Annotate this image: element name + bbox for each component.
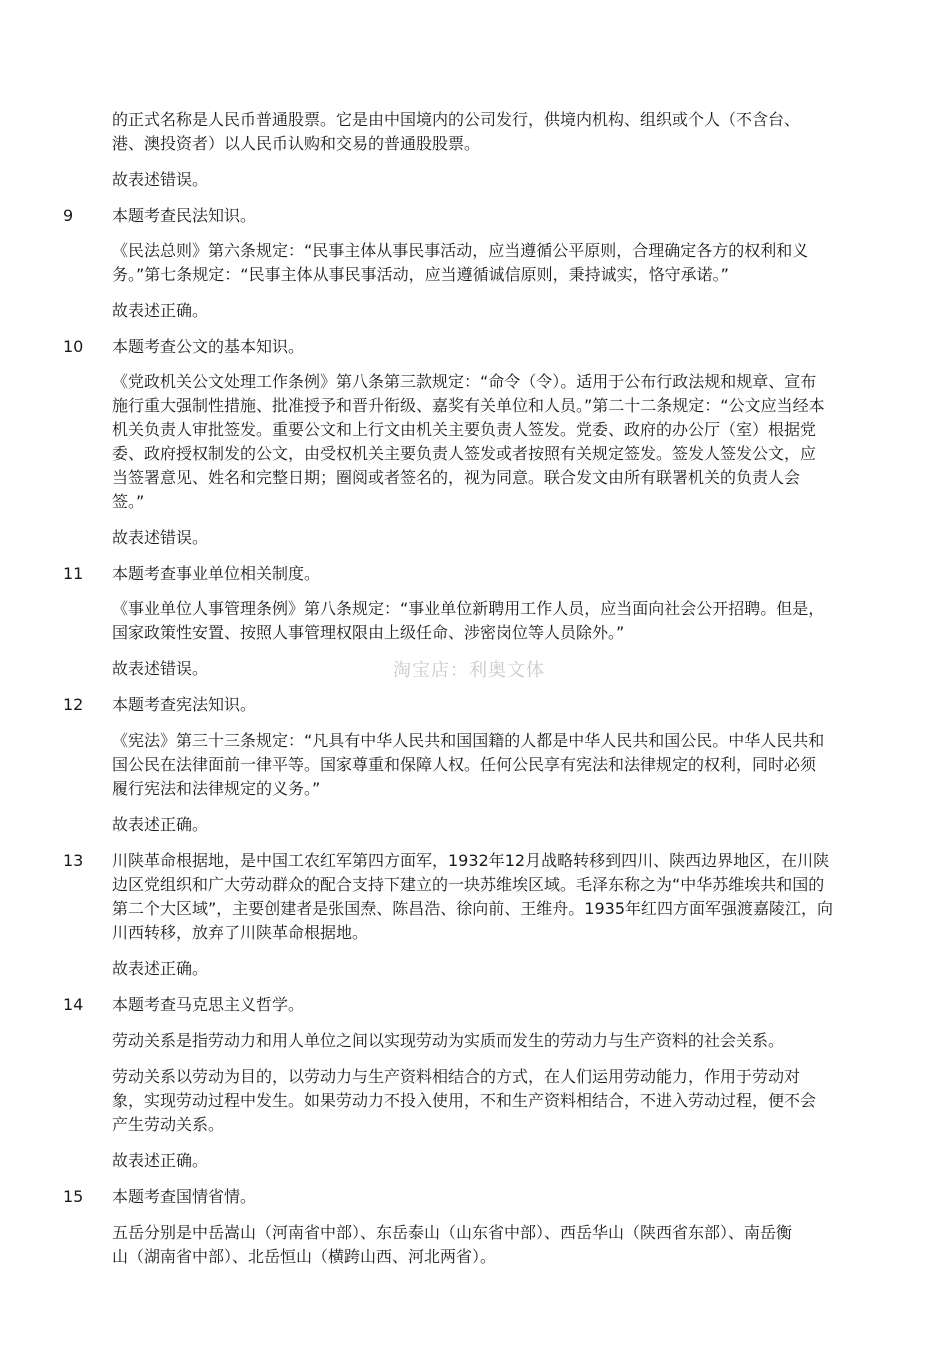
text-line: 本题考查国情省情。 [112, 1187, 257, 1206]
text-line: 《民法总则》第六条规定：“民事主体从事民事活动，应当遵循公平原则，合理确定各方的权利和义 [112, 241, 809, 260]
text-line: 劳动关系以劳动为目的，以劳动力与生产资料相结合的方式，在人们运用劳动能力，作用于劳动对 [112, 1067, 801, 1086]
text-line: 劳动关系是指劳动力和用人单位之间以实现劳动为实质而发生的劳动力与生产资料的社会关系。 [112, 1031, 785, 1050]
question-number: 12 [63, 695, 84, 714]
text-line: 国家政策性安置、按照人事管理权限由上级任命、涉密岗位等人员除外。” [112, 623, 625, 642]
text-line: 产生劳动关系。 [112, 1115, 225, 1134]
text-line: 五岳分别是中岳嵩山（河南省中部）、东岳泰山（山东省中部）、西岳华山（陕西省东部）、南岳衡 [112, 1223, 793, 1242]
text-line: 签。” [112, 492, 145, 511]
watermark: 淘宝店：利奥文体 [393, 660, 545, 681]
question-number: 9 [63, 206, 74, 225]
question-number: 10 [63, 337, 84, 356]
text-line: 本题考查事业单位相关制度。 [112, 564, 321, 583]
text-line: 故表述正确。 [112, 301, 209, 320]
text-line: 本题考查民法知识。 [112, 206, 257, 225]
question-number: 11 [63, 564, 84, 583]
text-line: 故表述错误。 [112, 528, 209, 547]
text-line: 故表述错误。 [112, 170, 209, 189]
text-line: 故表述正确。 [112, 959, 209, 978]
question-number: 15 [63, 1187, 84, 1206]
text-line: 机关负责人审批签发。重要公文和上行文由机关主要负责人签发。党委、政府的办公厅（室）根据党 [112, 420, 817, 439]
text-line: 履行宪法和法律规定的义务。” [112, 779, 321, 798]
text-line: 本题考查宪法知识。 [112, 695, 257, 714]
text-line: 《宪法》第三十三条规定：“凡具有中华人民共和国国籍的人都是中华人民共和国公民。中华人民共和 [112, 731, 825, 750]
text-line: 故表述正确。 [112, 1151, 209, 1170]
text-line: 委、政府授权制发的公文，由受权机关主要负责人签发或者按照有关规定签发。签发人签发公文，应 [112, 444, 817, 463]
question-number: 14 [63, 995, 84, 1014]
question-number: 13 [63, 851, 84, 870]
text-line: 象，实现劳动过程中发生。如果劳动力不投入使用，不和生产资料相结合，不进入劳动过程，便不会 [112, 1091, 817, 1110]
text-line: 的正式名称是人民币普通股票。它是由中国境内的公司发行，供境内机构、组织或个人（不含台、 [112, 110, 801, 129]
text-line: 本题考查公文的基本知识。 [112, 337, 305, 356]
text-line: 当签署意见、姓名和完整日期；圈阅或者签名的，视为同意。联合发文由所有联署机关的负责人会 [112, 468, 801, 487]
text-line: 务。”第七条规定：“民事主体从事民事活动，应当遵循诚信原则，秉持诚实，恪守承诺。” [112, 265, 729, 284]
text-line: 边区党组织和广大劳动群众的配合支持下建立的一块苏维埃区域。毛泽东称之为“中华苏维埃共和国的 [112, 875, 825, 894]
text-line: 川西转移，放弃了川陕革命根据地。 [112, 923, 369, 942]
text-line: 《党政机关公文处理工作条例》第八条第三款规定：“命令（令）。适用于公布行政法规和规章、宣布 [112, 372, 817, 391]
text-line: 港、澳投资者）以人民币认购和交易的普通股股票。 [112, 134, 481, 153]
text-line: 国公民在法律面前一律平等。国家尊重和保障人权。任何公民享有宪法和法律规定的权利，同时必须 [112, 755, 817, 774]
text-line: 《事业单位人事管理条例》第八条规定：“事业单位新聘用工作人员，应当面向社会公开招聘。但是， [112, 599, 825, 618]
text-line: 本题考查马克思主义哲学。 [112, 995, 305, 1014]
text-line: 故表述正确。 [112, 815, 209, 834]
text-line: 山（湖南省中部）、北岳恒山（横跨山西、河北两省）。 [112, 1247, 497, 1266]
text-line: 第二个大区域”，主要创建者是张国焘、陈昌浩、徐向前、王维舟。1935年红四方面军强渡嘉陵江，向 [112, 899, 834, 918]
text-line: 故表述错误。 [112, 659, 209, 678]
text-line: 川陕革命根据地，是中国工农红军第四方面军，1932年12月战略转移到四川、陕西边界地区，在川陕 [112, 851, 830, 870]
text-line: 施行重大强制性措施、批准授予和晋升衔级、嘉奖有关单位和人员。”第二十二条规定：“公文应当经本 [112, 396, 825, 415]
